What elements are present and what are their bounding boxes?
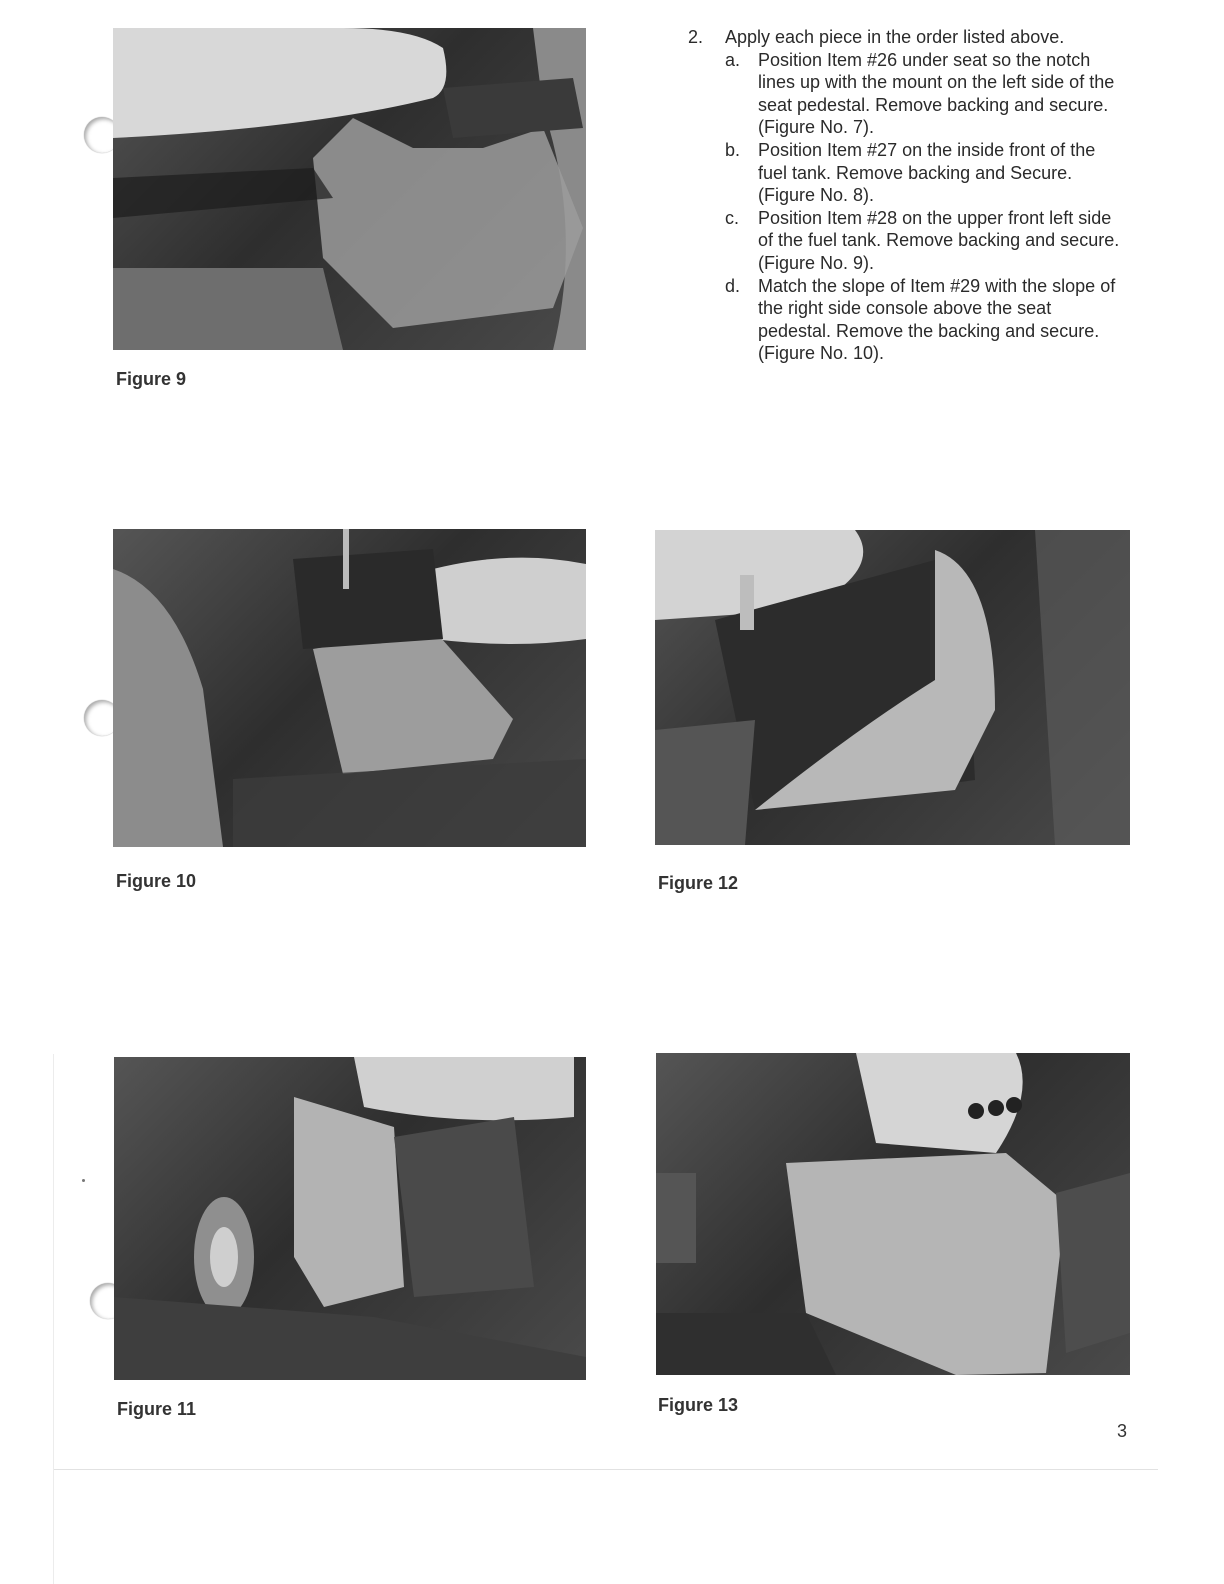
substep-text: Position Item #26 under seat so the notch lines up with the mount on the left side of the seat pedestal. Remove backing and secure. (Figure No. 7). xyxy=(758,49,1115,138)
substep-letter: d. xyxy=(725,275,741,296)
step-number: 2. xyxy=(688,27,704,47)
figure-11-photo xyxy=(114,1057,586,1380)
substep-b xyxy=(725,139,1128,207)
substep-text: Position Item #28 on the upper front left side of the fuel tank. Remove backing and secure. (Figure No. 9). xyxy=(758,207,1120,273)
substep-d xyxy=(725,275,1128,365)
figure-13-photo xyxy=(656,1053,1130,1375)
scan-speck xyxy=(82,1179,85,1182)
substep-text: Match the slope of Item #29 with the slope of the right side console above the seat pedestal. Remove the backing and secure. (Figure No. 10). xyxy=(758,275,1116,364)
substep-letter: a. xyxy=(725,49,741,70)
figure-9-caption: Figure 9 xyxy=(116,369,187,389)
substep-letter: c. xyxy=(725,207,740,228)
scan-edge-line xyxy=(53,1054,54,1584)
substep-letter: b. xyxy=(725,139,741,160)
figure-12-photo xyxy=(655,530,1130,845)
substep-text: Position Item #27 on the inside front of the fuel tank. Remove backing and Secure. (Figure No. 8). xyxy=(758,139,1096,206)
instructions-block xyxy=(688,26,1128,365)
bottom-rule xyxy=(54,1469,1158,1470)
figure-10-photo xyxy=(113,529,586,847)
figure-10-caption: Figure 10 xyxy=(116,871,197,891)
substep-c xyxy=(725,207,1128,275)
page-number: 3 xyxy=(1117,1421,1128,1441)
figure-11-caption: Figure 11 xyxy=(117,1399,197,1419)
instruction-step xyxy=(688,26,1128,49)
step-text: Apply each piece in the order listed above. xyxy=(725,27,1065,47)
figure-12-caption: Figure 12 xyxy=(658,873,739,893)
figure-9-photo xyxy=(113,28,586,350)
substep-a xyxy=(725,49,1128,139)
figure-13-caption: Figure 13 xyxy=(658,1395,739,1415)
